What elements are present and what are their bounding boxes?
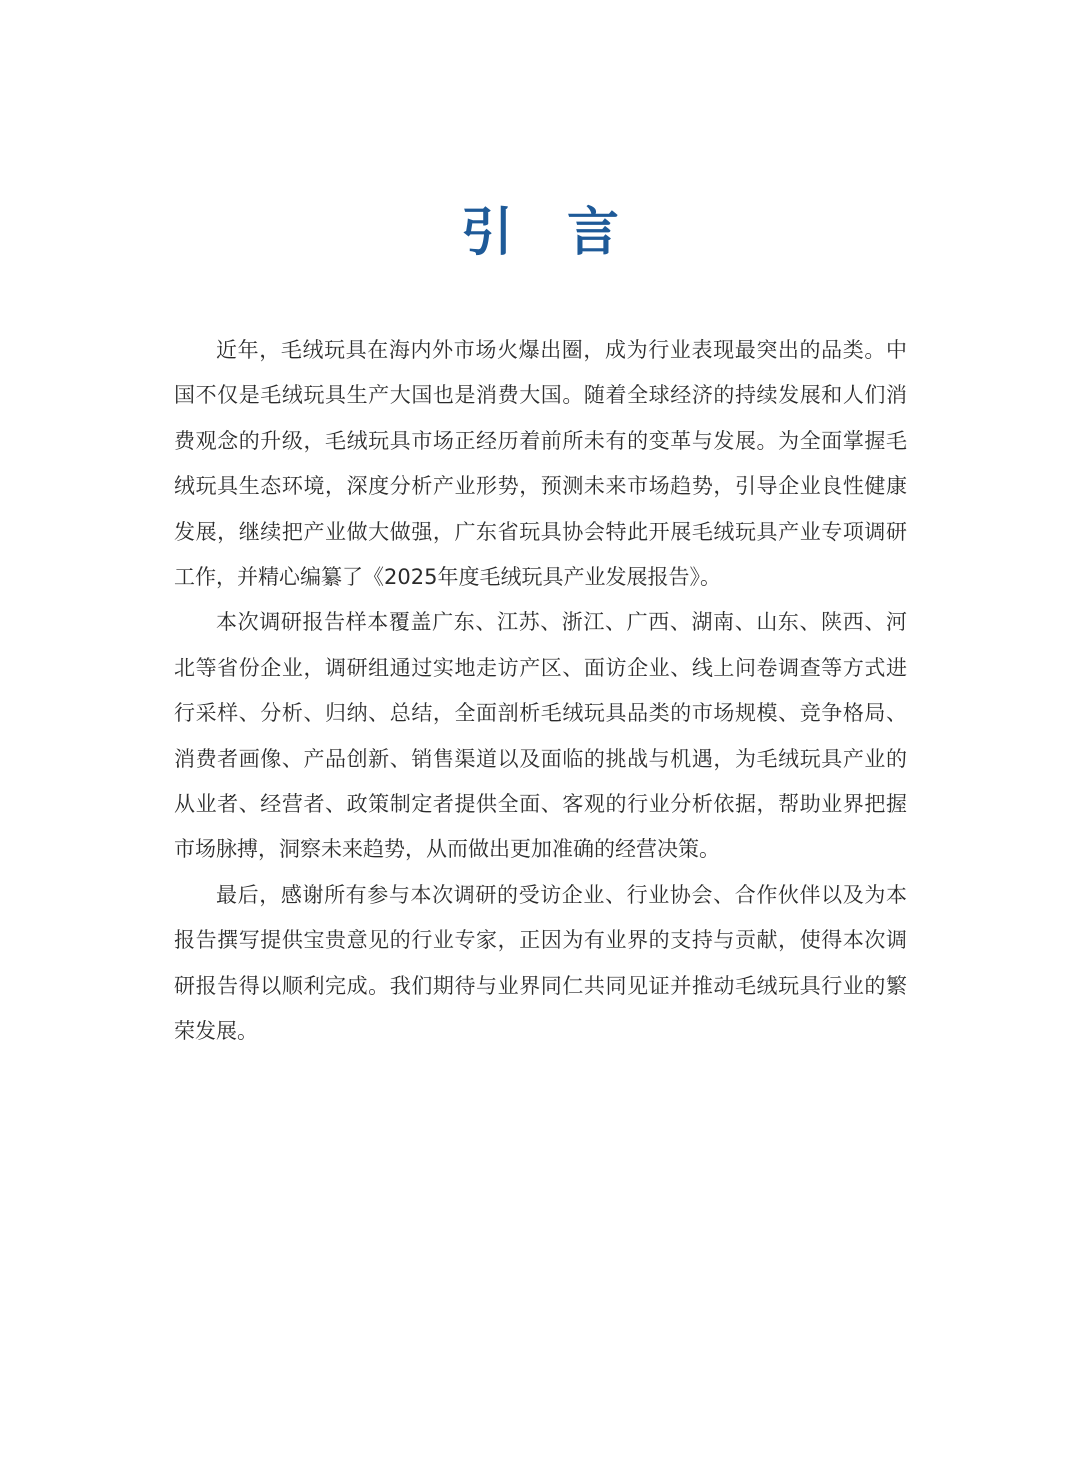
page-title: 引 言 (460, 203, 638, 263)
paragraph-scope: 本次调研报告样本覆盖广东、江苏、浙江、广西、湖南、山东、陕西、河北等省份企业，调研组通过实地走访产区、面访企业、线上问卷调查等方式进行采样、分析、归纳、总结，全面剖析毛绒玩具品类的市场规模、竞争格局、消费者画像、产品创新、销售渠道以及面临的挑战与机遇，为毛绒玩具产业的从业者、经营者、政策制定者提供全面、客观的行业分析依据，帮助业界把握市场脉搏，洞察未来趋势，从而做出更加准确的经营决策。 (174, 610, 907, 862)
paragraph-thanks: 最后，感谢所有参与本次调研的受访企业、行业协会、合作伙伴以及为本报告撰写提供宝贵意见的行业专家，正因为有业界的支持与贡献，使得本次调研报告得以顺利完成。我们期待与业界同仁共同见证并推动毛绒玩具行业的繁荣发展。 (174, 882, 907, 1044)
body-text (174, 328, 907, 1055)
paragraph-intro: 近年，毛绒玩具在海内外市场火爆出圈，成为行业表现最突出的品类。中国不仅是毛绒玩具生产大国也是消费大国。随着全球经济的持续发展和人们消费观念的升级，毛绒玩具市场正经历着前所未有的变革与发展。为全面掌握毛绒玩具生态环境，深度分析产业形势，预测未来市场趋势，引导企业良性健康发展，继续把产业做大做强，广东省玩具协会特此开展毛绒玩具产业专项调研工作，并精心编纂了《2025年度毛绒玩具产业发展报告》。 (174, 338, 907, 590)
